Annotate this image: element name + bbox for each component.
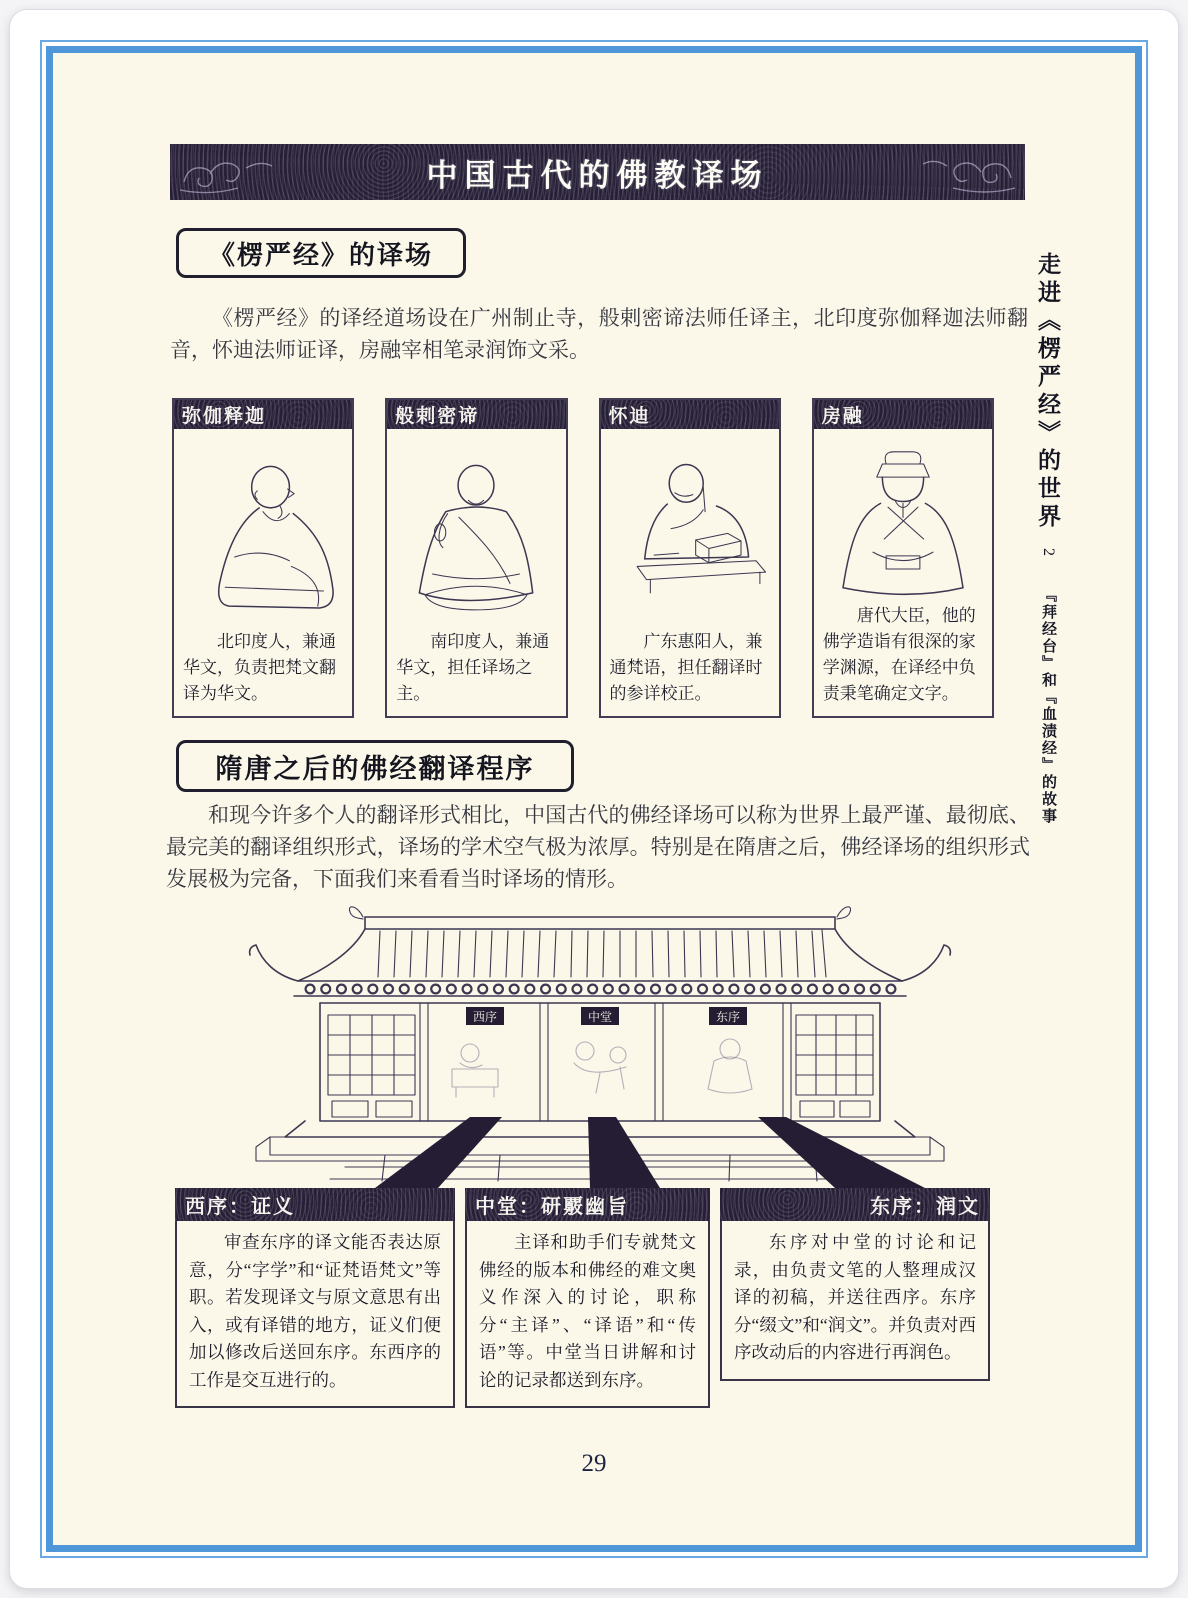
section1-heading-box — [176, 228, 466, 278]
section2-paragraph: 和现今许多个人的翻译形式相比，中国古代的佛经译场可以称为世界上最严谨、最彻底、最完美的翻译组织形式，译场的学术空气极为浓厚。特别是在隋唐之后，佛经译场的组织形式发展极为完备，下面我们来看看当时译场的情形。 — [166, 804, 1030, 891]
portrait-caption: 广东惠阳人，兼通梵语，担任翻译时的参详校正。 — [609, 632, 763, 703]
section1-heading: 《楞严经》的译场 — [208, 239, 433, 270]
callout-east — [720, 1188, 990, 1381]
translation-hall-illustration — [170, 903, 1030, 1188]
chapter-banner — [170, 144, 1025, 200]
series-number: 2 — [1040, 548, 1057, 557]
portrait-card — [385, 398, 567, 718]
plaque-east: 东序 — [715, 1010, 741, 1024]
portrait-name: 般剌密谛 — [387, 400, 565, 429]
portrait-name: 弥伽释迦 — [174, 400, 352, 429]
plaque-center: 中堂 — [587, 1010, 613, 1024]
chapter-title: 中国古代的佛教译场 — [426, 157, 769, 193]
hall-plaques — [466, 1007, 747, 1025]
portrait-drawing-monk-profile — [174, 429, 352, 625]
portrait-row — [172, 398, 994, 718]
portrait-caption: 北印度人，兼通华文，负责把梵文翻译为华文。 — [183, 632, 336, 703]
portrait-name: 房融 — [814, 400, 992, 429]
callout-center — [465, 1188, 710, 1408]
portrait-drawing-monk-writing — [601, 429, 779, 625]
series-title: 走进《楞严经》的世界 — [1035, 252, 1061, 532]
sidebar-vertical-text — [1032, 252, 1065, 1252]
portrait-card — [172, 398, 354, 718]
section2-heading-box — [176, 740, 574, 792]
callout-row — [175, 1188, 990, 1408]
portrait-card — [812, 398, 994, 718]
section1-paragraph: 《楞严经》的译经道场设在广州制止寺，般剌密谛法师任译主，北印度弥伽释迦法师翻音，怀迪法师证译，房融宰相笔录润饰文采。 — [170, 307, 1028, 362]
callout-connectors — [375, 1117, 925, 1188]
callout-body: 东序对中堂的讨论和记录，由负责文笔的人整理成汉译的初稿，并送往西序。东序分“缀文”和“润文”。并负责对西序改动后的内容进行再润色。 — [720, 1221, 990, 1381]
plaque-west: 西序 — [472, 1010, 498, 1024]
portrait-drawing-official — [814, 429, 992, 599]
portrait-name: 怀迪 — [601, 400, 779, 429]
portrait-card — [599, 398, 781, 718]
series-subtitle: 『拜经台』和『血渍经』的故事 — [1040, 586, 1057, 825]
cloud-ornament-icon — [176, 148, 326, 196]
callout-west — [175, 1188, 455, 1408]
callout-body: 审查东序的译文能否表达原意，分“字学”和“证梵语梵文”等职。若发现译文与原文意思有出入，或有译错的地方，证义们便加以修改后送回东序。东西序的工作是交互进行的。 — [175, 1221, 455, 1408]
callout-title: 中堂：研覈幽旨 — [465, 1188, 710, 1221]
callout-title: 西序：证义 — [175, 1188, 455, 1221]
portrait-caption: 南印度人，兼通华文，担任译场之主。 — [396, 632, 550, 703]
page-number: 29 — [581, 1450, 607, 1477]
callout-body: 主译和助手们专就梵文佛经的版本和佛经的难文奥义作深入的讨论，职称分“主译”、“译语”和“传语”等。中堂当日讲解和讨论的记录都送到东序。 — [465, 1221, 710, 1408]
cloud-ornament-icon — [869, 148, 1019, 196]
portrait-caption: 唐代大臣，他的佛学造诣有很深的家学渊源，在译经中负责秉笔确定文字。 — [822, 606, 976, 703]
section2-heading: 隋唐之后的佛经翻译程序 — [215, 753, 535, 784]
portrait-drawing-monk-teaching — [387, 429, 565, 625]
callout-title: 东序：润文 — [720, 1188, 990, 1221]
